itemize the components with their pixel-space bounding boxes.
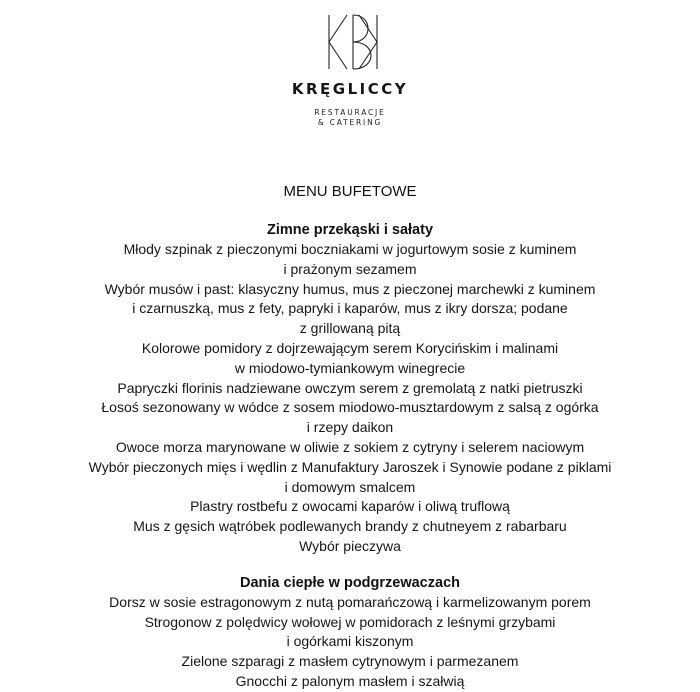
menu-line: Młody szpinak z pieczonymi boczniakami w jogurtowym sosie z kuminem	[123, 241, 577, 257]
menu-line: Strogonow z polędwicy wołowej w pomidorach z leśnymi grzybami	[144, 613, 556, 630]
menu-line: Gnocchi z palonym masłem i szałwią	[235, 672, 465, 689]
menu-line: z grillowaną pitą	[299, 320, 401, 337]
menu-line: w miodowo-tymiankowym winegrecie	[234, 359, 466, 376]
section-title-hot-dishes: Dania ciepłe w podgrzewaczach	[240, 574, 460, 591]
menu-line: Owoce morza marynowane w oliwie z sokiem z cytryny i selerem naciowym	[115, 438, 585, 455]
menu-line: Mus z gęsich wątróbek podlewanych brandy z chutneyem z rabarbaru	[133, 518, 567, 535]
menu-line: Dorsz w sosie estragonowym z nutą pomarańczową i karmelizowanym porem	[109, 593, 591, 610]
section-hot-dishes	[0, 593, 700, 692]
brand-subtitle-line2: & CATERING	[317, 118, 383, 127]
section-cold-starters	[0, 240, 700, 557]
section-title-cold-starters: Zimne przekąski i sałaty	[266, 222, 434, 238]
menu-title: MENU BUFETOWE	[283, 183, 417, 200]
menu-line: Plastry rostbefu z owocami kaparów i oliwą truflową	[190, 498, 510, 515]
menu-line: Wybór musów i past: klasyczny humus, mus z pieczonej marchewki z kuminem	[104, 280, 596, 297]
menu-line: Wybór pieczywa	[299, 537, 401, 554]
menu-line: Łosoś sezonowany w wódce z sosem miodowo-musztardowym z salsą z ogórka	[101, 399, 599, 416]
kb-monogram-logo-icon	[323, 13, 383, 71]
menu-line: Wybór pieczonych mięs i wędlin z Manufaktury Jaroszek i Synowie podane z piklami	[88, 458, 612, 475]
menu-line: i domowym smalcem	[284, 478, 416, 495]
menu-line: i prażonym sezamem	[283, 260, 417, 277]
menu-line: Papryczki florinis nadziewane owczym serem z gremolatą z natki pietruszki	[117, 379, 583, 396]
menu-line: Kolorowe pomidory z dojrzewającym serem Korycińskim i malinami	[141, 339, 559, 356]
menu-line: i czarnuszką, mus z fety, papryki i kaparów, mus z ikry dorsza; podane	[132, 300, 568, 317]
menu-document	[0, 182, 700, 692]
brand-name: KRĘGLICCY	[291, 80, 409, 98]
menu-line: Zielone szparagi z masłem cytrynowym i parmezanem	[181, 653, 519, 670]
brand-subtitle-line1: RESTAURACJE	[314, 108, 386, 117]
menu-line: i ogórkami kiszonym	[286, 633, 414, 650]
menu-line: i rzepy daikon	[306, 419, 394, 436]
